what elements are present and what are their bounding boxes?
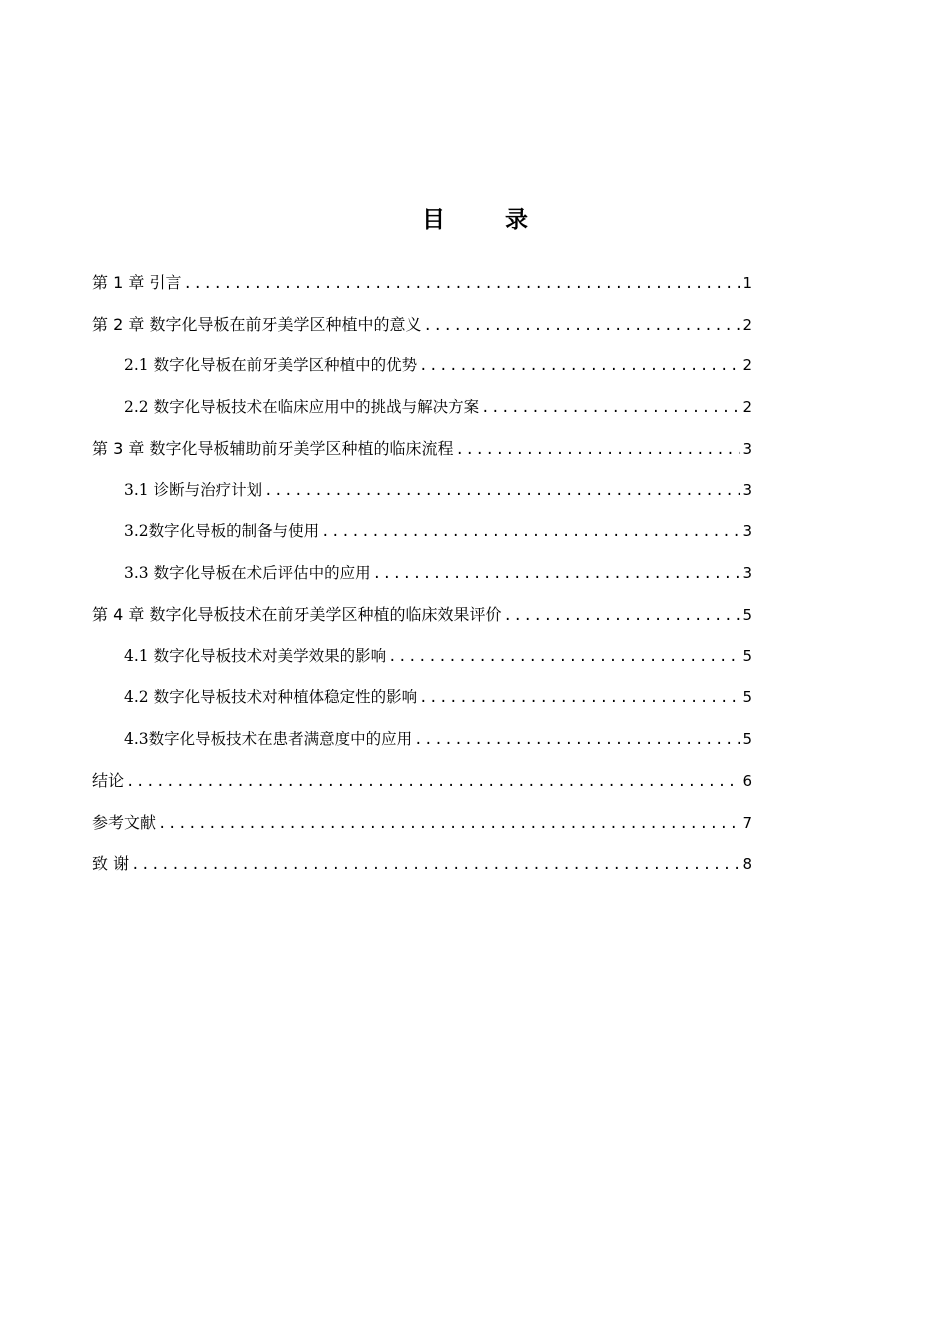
toc-entry-label: 3.3 数字化导板在术后评估中的应用 (124, 563, 371, 582)
dot-leader (419, 346, 740, 387)
toc-page-number: 5 (742, 688, 752, 706)
dot-leader (481, 388, 740, 429)
toc-entry-label: 参考文献 (92, 812, 157, 832)
toc-entry[interactable] (92, 262, 752, 304)
dot-leader (455, 430, 740, 470)
toc-page-number: 3 (742, 563, 752, 582)
dot-leader (373, 554, 741, 595)
toc-entry-label: 第 1 章 引言 (92, 273, 182, 292)
toc-entry-label: 2.2 数字化导板技术在临床应用中的挑战与解决方案 (124, 397, 480, 416)
toc-entry[interactable] (92, 387, 752, 429)
toc-page-number: 5 (742, 646, 752, 665)
toc-entry[interactable] (92, 843, 752, 885)
toc-entry[interactable] (92, 345, 752, 387)
dot-leader (264, 471, 740, 512)
toc-entry-label: 第 3 章 数字化导板辅助前牙美学区种植的临床流程 (92, 439, 454, 458)
toc-entry[interactable] (92, 428, 752, 470)
dot-leader (423, 306, 740, 346)
dot-leader (321, 512, 740, 553)
toc-page-number: 2 (742, 356, 752, 374)
toc-entry[interactable] (92, 719, 752, 761)
toc-page-number: 3 (742, 522, 752, 540)
toc-entry[interactable] (92, 677, 752, 719)
toc-entry-label: 4.3数字化导板技术在患者满意度中的应用 (124, 729, 413, 748)
toc-entry-label: 第 2 章 数字化导板在前牙美学区种植中的意义 (92, 314, 422, 334)
toc-entry-label: 3.2数字化导板的制备与使用 (124, 522, 320, 540)
toc-entry[interactable] (92, 511, 752, 553)
toc-title: 目 录 (421, 207, 554, 233)
toc-entry-label: 3.1 诊断与治疗计划 (124, 480, 263, 499)
toc-entry-label: 2.1 数字化导板在前牙美学区种植中的优势 (124, 356, 418, 374)
toc-entry-label: 结论 (92, 771, 125, 790)
toc-page-number: 7 (742, 813, 752, 832)
toc-page-number: 2 (742, 315, 752, 334)
toc-entry[interactable] (92, 802, 752, 844)
toc-entry[interactable] (92, 304, 752, 346)
toc-page-number: 6 (742, 772, 752, 790)
toc-page-number: 5 (742, 606, 752, 624)
toc-entry-label: 致 谢 (92, 854, 130, 873)
toc-entry-label: 第 4 章 数字化导板技术在前牙美学区种植的临床效果评价 (92, 605, 502, 624)
toc-page-number: 5 (742, 729, 752, 748)
dot-leader (419, 678, 740, 719)
toc-page-number: 8 (742, 855, 752, 873)
dot-leader (131, 845, 740, 885)
dot-leader (183, 264, 740, 304)
dot-leader (158, 804, 740, 844)
table-of-contents (92, 262, 752, 885)
dot-leader (414, 720, 740, 761)
toc-entry-label: 4.2 数字化导板技术对种植体稳定性的影响 (124, 688, 418, 706)
toc-page-number: 3 (742, 440, 752, 458)
dot-leader (388, 637, 740, 678)
toc-entry[interactable] (92, 636, 752, 678)
toc-page-number: 3 (742, 480, 752, 499)
toc-entry[interactable] (92, 470, 752, 512)
toc-page-number: 1 (742, 274, 752, 292)
toc-page-number: 2 (742, 397, 752, 416)
dot-leader (126, 762, 740, 802)
dot-leader (503, 596, 740, 636)
toc-entry[interactable] (92, 553, 752, 595)
toc-entry[interactable] (92, 594, 752, 636)
toc-entry-label: 4.1 数字化导板技术对美学效果的影响 (124, 646, 387, 665)
toc-entry[interactable] (92, 760, 752, 802)
